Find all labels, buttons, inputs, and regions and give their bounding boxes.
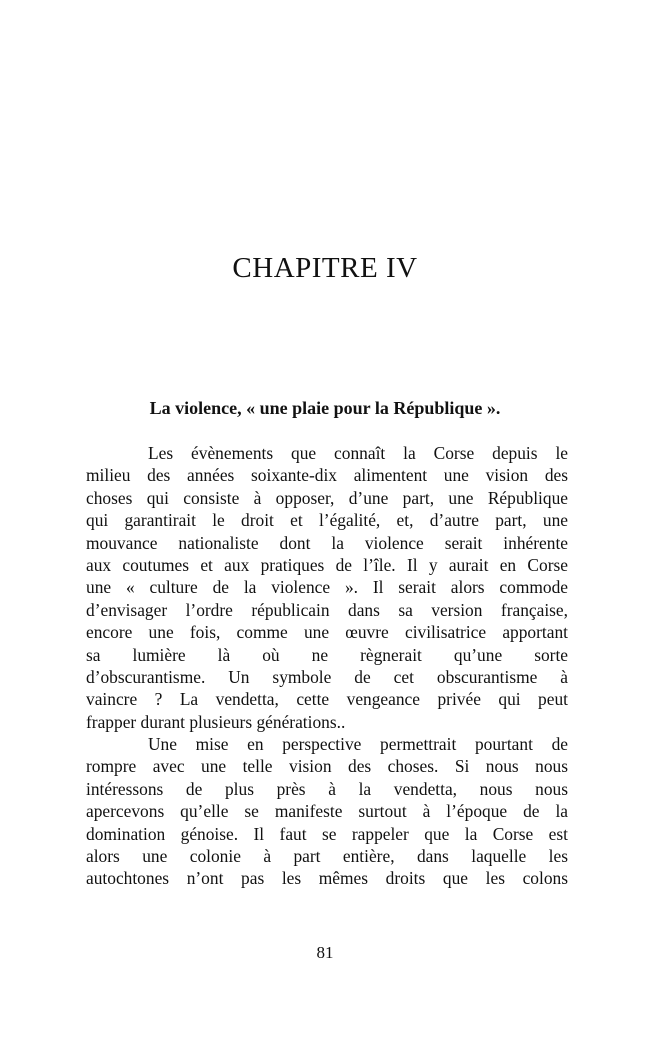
text-line: rompre avec une telle vision des choses. Si nous nous bbox=[86, 756, 568, 777]
text-line: sa lumière là où ne règnerait qu’une sorte bbox=[86, 644, 568, 665]
text-line: intéressons de plus près à la vendetta, nous nous bbox=[86, 778, 568, 799]
text-line: vaincre ? La vendetta, cette vengeance privée qui peut bbox=[86, 689, 568, 710]
text-line: Les évènements que connaît la Corse depuis le bbox=[148, 443, 568, 463]
body-text bbox=[86, 442, 568, 890]
text-line: choses qui consiste à opposer, d’une part, une République bbox=[86, 487, 568, 508]
text-line: encore une fois, comme une œuvre civilisatrice apportant bbox=[86, 622, 568, 643]
paragraph-2 bbox=[86, 733, 568, 890]
text-line: Une mise en perspective permettrait pourtant de bbox=[148, 734, 568, 755]
section-heading: La violence, « une plaie pour la République ». bbox=[149, 398, 501, 418]
text-line: d’obscurantisme. Un symbole de cet obscurantisme à bbox=[86, 666, 568, 687]
text-line: qui garantirait le droit et l’égalité, et, d’autre part, une bbox=[86, 510, 568, 531]
paragraph-1 bbox=[86, 442, 568, 733]
page-number: 81 bbox=[316, 943, 334, 962]
text-line: milieu des années soixante-dix alimentent une vision des bbox=[86, 465, 568, 486]
text-line: aux coutumes et aux pratiques de l’île. Il y aurait en Corse bbox=[86, 554, 568, 575]
text-line: frapper durant plusieurs générations.. bbox=[86, 711, 346, 732]
text-line: apercevons qu’elle se manifeste surtout à l’époque de la bbox=[86, 801, 568, 822]
text-line: alors une colonie à part entière, dans laquelle les bbox=[86, 846, 568, 867]
chapter-title: CHAPITRE IV bbox=[232, 252, 418, 284]
text-line: autochtones n’ont pas les mêmes droits que les colons bbox=[86, 868, 568, 889]
text-line: domination génoise. Il faut se rappeler que la Corse est bbox=[86, 823, 568, 844]
text-line: d’envisager l’ordre républicain dans sa version française, bbox=[86, 599, 568, 620]
text-line: mouvance nationaliste dont la violence serait inhérente bbox=[86, 532, 568, 553]
text-line: une « culture de la violence ». Il serait alors commode bbox=[86, 577, 568, 598]
